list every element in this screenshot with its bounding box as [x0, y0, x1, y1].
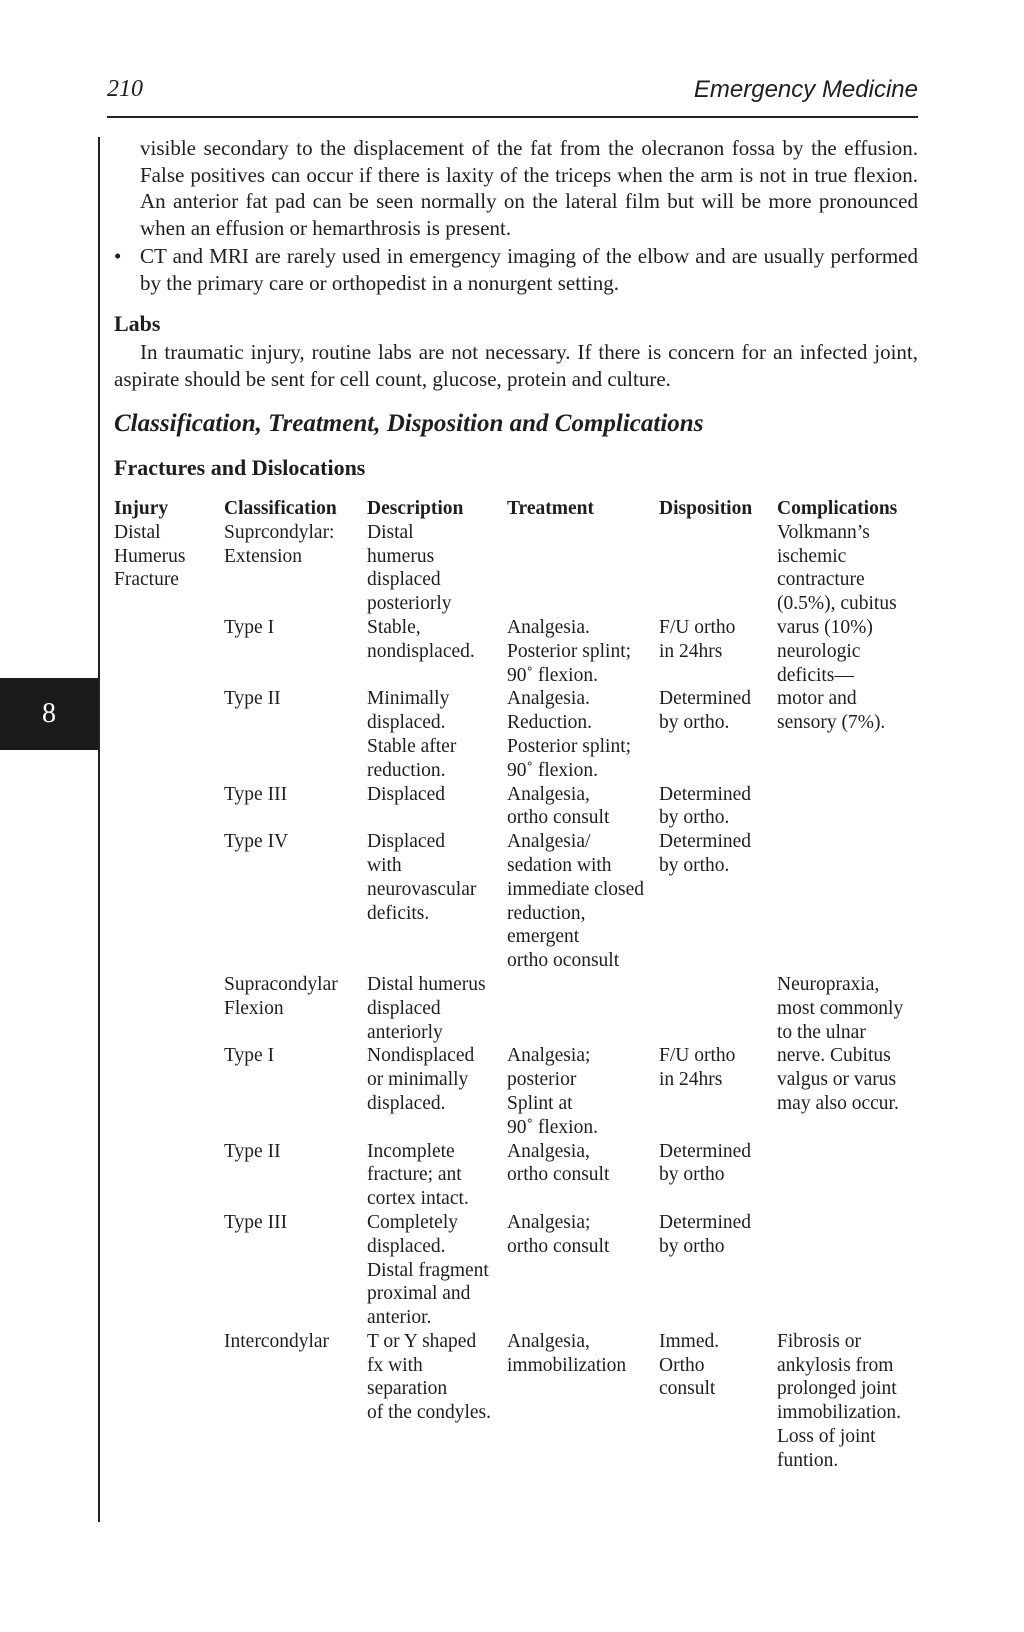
- table-row: [114, 973, 918, 1044]
- description-cell: Completely displaced. Distal fragment proximal and anterior.: [367, 1211, 489, 1329]
- disposition-cell: [659, 973, 777, 1044]
- disposition-cell: Determined by ortho: [659, 1140, 752, 1186]
- header-rule: [107, 116, 918, 118]
- treatment-cell: Analgesia, ortho consult: [507, 783, 610, 829]
- disposition-cell: Determined by ortho.: [659, 831, 752, 876]
- header-classification: Classification: [224, 498, 337, 519]
- description-cell: Distal humerus displaced anteriorly: [367, 973, 486, 1043]
- header-complications: Complications: [777, 498, 898, 519]
- disposition-cell: Determined by ortho: [659, 1211, 752, 1257]
- classification-cell: Type III: [224, 1211, 288, 1233]
- labs-heading: Labs: [114, 311, 161, 336]
- description-cell: Incomplete fracture; ant cortex intact.: [367, 1140, 469, 1210]
- classification-cell: Type IV: [224, 831, 289, 853]
- disposition-cell: Determined by ortho.: [659, 688, 752, 734]
- section-heading: Classification, Treatment, Disposition and Complications: [114, 410, 704, 437]
- table-header-row: [114, 497, 918, 521]
- bullet-text: CT and MRI are rarely used in emergency imaging of the elbow and are usually performed by the primary care or orthopedist in a nonurgent setting.: [140, 244, 918, 295]
- chapter-tab: 8: [0, 678, 98, 750]
- complications-cell: Volkmann’s ischemic contracture (0.5%), cubitus varus (10%) neurologic deficits— motor and sensory (7%).: [777, 521, 897, 734]
- description-cell: T or Y shaped fx with separation of the condyles.: [367, 1330, 492, 1424]
- header-disposition: Disposition: [659, 498, 753, 519]
- fracture-table: [114, 497, 918, 1473]
- header-description: Description: [367, 498, 464, 519]
- margin-rule: [98, 137, 100, 1522]
- disposition-cell: F/U ortho in 24hrs: [659, 616, 736, 662]
- description-cell: Minimally displaced. Stable after reduction.: [367, 688, 457, 781]
- continued-bullet-text: visible secondary to the displacement of the fat from the olecranon fossa by the effusion. False positives can occur if there is laxity of the triceps when the arm is not in true flexion. An anterior fat pad can be seen normally on the lateral film but will be more pronounced when an effusion or hemarthrosis is present.: [140, 136, 918, 240]
- disposition-cell: Determined by ortho.: [659, 783, 752, 829]
- labs-paragraph: In traumatic injury, routine labs are not necessary. If there is concern for an infected joint, aspirate should be sent for cell count, glucose, protein and culture.: [114, 340, 918, 391]
- description-cell: Displaced with neurovascular deficits.: [367, 831, 477, 924]
- table-row: [114, 1330, 918, 1473]
- description-cell: Distal humerus displaced posteriorly: [367, 521, 452, 615]
- complications-cell: Neuropraxia, most commonly to the ulnar nerve. Cubitus valgus or varus may also occur.: [777, 973, 904, 1114]
- description-cell: Stable, nondisplaced.: [367, 616, 475, 662]
- disposition-cell: F/U ortho in 24hrs: [659, 1045, 736, 1091]
- running-title: Emergency Medicine: [693, 76, 918, 103]
- classification-cell: Type I: [224, 616, 275, 638]
- table-row: [114, 521, 918, 616]
- treatment-cell: [507, 521, 659, 616]
- page-number: 210: [107, 76, 143, 102]
- disposition-cell: Immed. Ortho consult: [659, 1330, 720, 1400]
- classification-cell: Type I: [224, 1045, 275, 1067]
- injury-cell: Distal Humerus Fracture: [114, 521, 186, 591]
- treatment-cell: Analgesia. Posterior splint; 90˚ flexion.: [507, 616, 632, 686]
- bullet-icon: •: [114, 244, 122, 268]
- disposition-cell: [659, 521, 777, 616]
- treatment-cell: [507, 973, 659, 1044]
- subsection-heading: Fractures and Dislocations: [114, 455, 366, 480]
- complications-cell: Fibrosis or ankylosis from prolonged joint immobilization. Loss of joint funtion.: [777, 1330, 902, 1471]
- treatment-cell: Analgesia. Reduction. Posterior splint; 90˚ flexion.: [507, 688, 632, 781]
- classification-cell: Type II: [224, 1140, 281, 1162]
- header-treatment: Treatment: [507, 498, 594, 519]
- classification-cell: Supracondylar Flexion: [224, 973, 338, 1019]
- treatment-cell: Analgesia, ortho consult: [507, 1140, 610, 1186]
- bullet-item: [114, 243, 918, 296]
- description-cell: Displaced: [367, 783, 445, 805]
- description-cell: Nondisplaced or minimally displaced.: [367, 1045, 475, 1114]
- classification-cell: Intercondylar: [224, 1330, 330, 1352]
- treatment-cell: Analgesia, immobilization: [507, 1330, 627, 1376]
- classification-cell: Suprcondylar: Extension: [224, 521, 335, 567]
- treatment-cell: Analgesia/ sedation with immediate closed reduction, emergent ortho oconsult: [507, 831, 644, 972]
- treatment-cell: Analgesia; posterior Splint at 90˚ flexion.: [507, 1045, 598, 1138]
- header-injury: Injury: [114, 498, 169, 519]
- classification-cell: Type III: [224, 783, 288, 805]
- treatment-cell: Analgesia; ortho consult: [507, 1211, 610, 1257]
- classification-cell: Type II: [224, 688, 281, 710]
